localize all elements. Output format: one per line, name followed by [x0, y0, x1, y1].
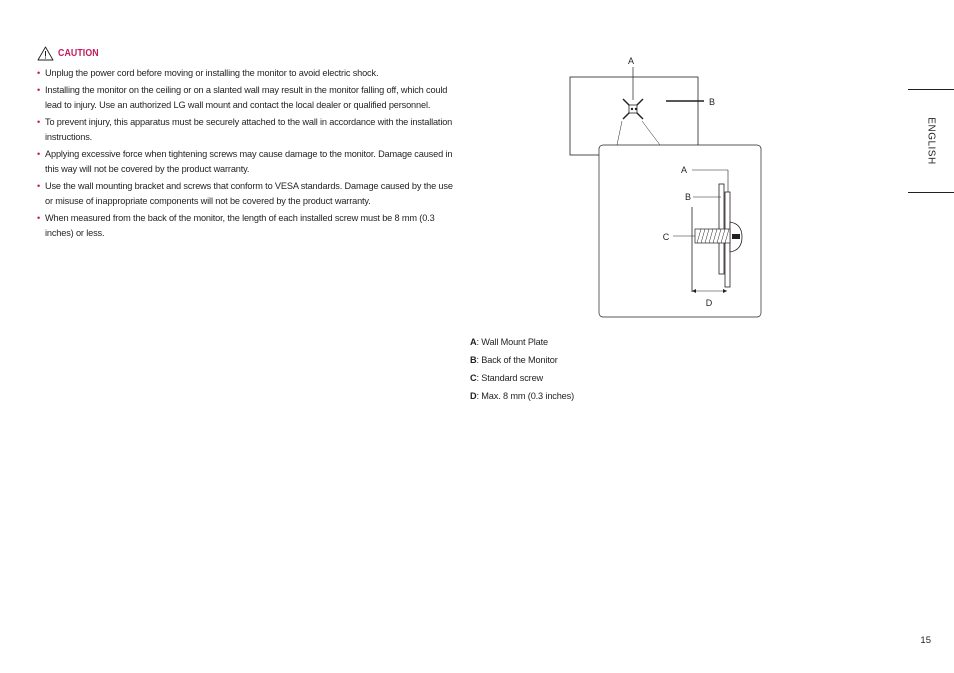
warning-triangle-icon	[37, 46, 54, 61]
legend-text: : Max. 8 mm (0.3 inches)	[476, 391, 574, 401]
detail-label-b: B	[684, 192, 692, 202]
caution-heading	[37, 45, 104, 61]
page-number: 15	[920, 635, 931, 646]
detail-label-c: C	[662, 232, 670, 242]
caution-item: • When measured from the back of the monitor, the length of each installed screw must be 8 mm (0.3 inches) or less.	[37, 211, 457, 242]
legend-text: : Standard screw	[476, 373, 544, 383]
legend-text: : Wall Mount Plate	[476, 337, 549, 347]
language-tab	[908, 89, 954, 193]
diagram-label-a: A	[627, 56, 635, 66]
legend-key: C	[470, 373, 477, 383]
legend-item	[470, 369, 574, 387]
caution-item: • Installing the monitor on the ceiling or on a slanted wall may result in the monitor falling off, which could lead to injury. Use an authorized LG wall mount and contact the local dealer or qualified personnel.	[37, 83, 457, 114]
caution-item: • Applying excessive force when tightening screws may cause damage to the monitor. Damage caused in this way will not be covered by the product warranty.	[37, 147, 457, 178]
detail-label-d: D	[705, 298, 713, 308]
caution-label: CAUTION	[58, 47, 99, 59]
legend-item	[470, 333, 574, 351]
detail-label-a: A	[680, 165, 688, 175]
legend-key: A	[470, 337, 477, 347]
legend-key: B	[470, 355, 477, 365]
caution-item: • To prevent injury, this apparatus must be securely attached to the wall in accordance with the installation instructions.	[37, 115, 457, 146]
diagram-label-b: B	[709, 97, 716, 107]
monitor-back-outline	[570, 77, 698, 155]
legend-key: D	[470, 391, 477, 401]
caution-item: • Unplug the power cord before moving or installing the monitor to avoid electric shock.	[37, 66, 457, 82]
caution-list	[37, 66, 457, 243]
diagram-legend	[470, 333, 574, 405]
legend-item	[470, 387, 574, 405]
wall-mount-diagram	[560, 52, 770, 327]
legend-item	[470, 351, 574, 369]
legend-text: : Back of the Monitor	[476, 355, 558, 365]
caution-item: • Use the wall mounting bracket and screws that conform to VESA standards. Damage caused by the use or misuse of inappropriate components will not be covered by the product warranty.	[37, 179, 457, 210]
language-tab-label: ENGLISH	[925, 117, 937, 165]
